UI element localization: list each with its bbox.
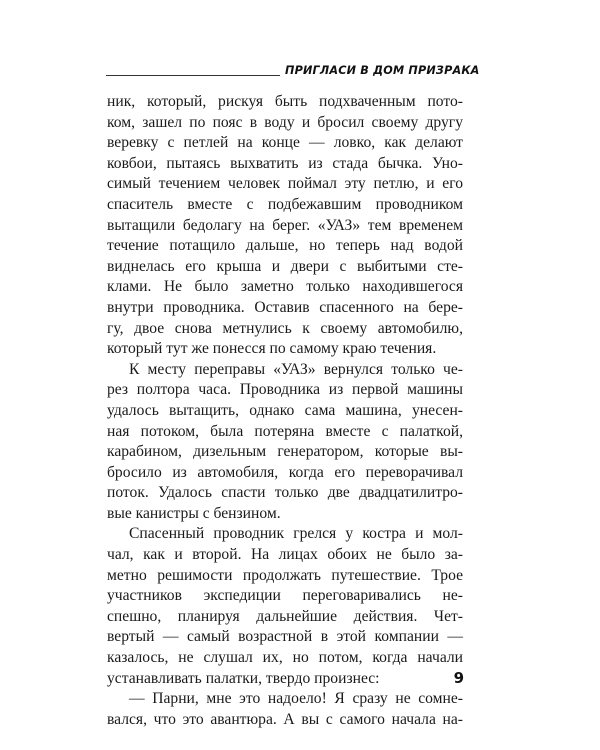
text-line: клами. Не было заметно только находившегося: [107, 278, 463, 296]
text-line: Спасенный проводник грелся у костра и мол-: [129, 525, 463, 543]
text-line: устанавливать палатки, твердо произнес:: [107, 669, 380, 687]
text-line: спешно, планируя дальнейшие действия. Чет-: [107, 607, 463, 625]
text-line: бросило из автомобиля, когда его переворачивал: [107, 463, 463, 481]
text-line: участников экспедиции переговаривались не-: [107, 587, 463, 605]
text-line: метно решимости продолжать путешествие. Трое: [107, 566, 463, 584]
text-line: веревку с петлей на конце — ловко, как делают: [107, 134, 463, 152]
text-line: вые канистры с бензином.: [107, 504, 281, 522]
text-line: К месту переправы «УАЗ» вернулся только че-: [129, 360, 463, 378]
text-line: рез полтора часа. Проводника из первой машины: [107, 381, 463, 399]
text-line: который тут же понесся по самому краю течения.: [107, 340, 437, 358]
text-line: ком, зашел по пояс в воду и бросил своему другу: [107, 113, 463, 131]
text-line: вался, что это авантюра. А вы с самого начала на-: [107, 710, 463, 728]
text-line: симый течением человек поймал эту петлю, и его: [107, 175, 463, 193]
text-line: виднелась его крыша и двери с выбитыми сте-: [107, 257, 463, 275]
text-line: гу, двое снова метнулись к своему автомобилю,: [107, 319, 463, 337]
body-text: [107, 92, 463, 730]
text-line: ник, который, рискуя быть подхваченным пото-: [107, 93, 463, 110]
text-line: течение потащило дальше, но теперь над водой: [107, 237, 463, 255]
text-line: удалось вытащить, однако сама машина, унесен-: [107, 401, 463, 419]
text-line: внутри проводника. Оставив спасенного на бере-: [107, 298, 463, 316]
text-line: — Парни, мне это надоело! Я сразу не сомне-: [129, 690, 463, 708]
running-header-title: ПРИГЛАСИ В ДОМ ПРИЗРАКА: [285, 64, 480, 77]
text-line: ная потоком, была потеряна вместе с палаткой,: [107, 422, 463, 440]
text-line: чал, как и второй. На лицах обоих не было за-: [107, 546, 463, 564]
page-number: 9: [453, 669, 464, 687]
text-line: поток. Удалось спасти только две двадцатилитро-: [107, 484, 463, 502]
text-line: ковбои, пытаясь выхватить из стада бычка. Уно-: [107, 154, 463, 172]
text-line: карабином, дизельным генератором, которые вы-: [107, 443, 463, 461]
text-line: спаситель вместе с подбежавшим проводником: [107, 195, 463, 213]
text-line: казалось, не слушал их, но потом, когда начали: [107, 649, 463, 667]
text-line: вертый — самый возрастной в этой компании —: [107, 628, 463, 646]
header-rule: [106, 75, 280, 76]
text-line: вытащили бедолагу на берег. «УАЗ» тем временем: [107, 216, 463, 234]
